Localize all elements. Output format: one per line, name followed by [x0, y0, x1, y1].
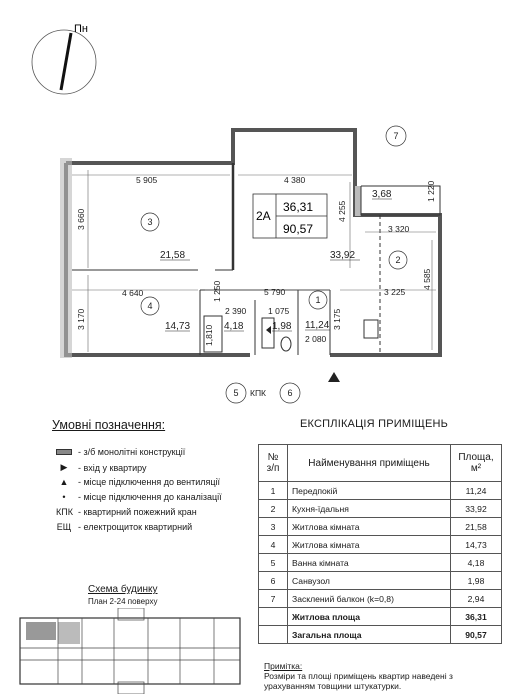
room-area: 4,18 — [224, 321, 244, 332]
legend-item: КПК - квартирний пожежний кран — [56, 507, 197, 517]
kpk-symbol: КПК — [56, 507, 73, 517]
dim-label: 3 170 — [76, 308, 86, 330]
dim-label: 4 585 — [422, 268, 432, 290]
apartment-badge — [253, 194, 327, 238]
legend-item: • - місце підключення до каналізації — [56, 492, 222, 502]
dim-label: 2 080 — [305, 334, 327, 344]
room-marker: 6 — [287, 388, 293, 398]
legend-title: Умовні позначення: — [52, 418, 166, 432]
dim-label: 5 790 — [264, 287, 286, 297]
dim-label: 4 380 — [284, 175, 306, 185]
ksk-label: КПК — [250, 388, 267, 398]
living-area-row: Житлова площа 36,31 — [259, 608, 502, 626]
explication-table — [258, 444, 502, 644]
dim-label: 3 175 — [332, 308, 342, 330]
apartment-total-area: 90,57 — [283, 222, 314, 236]
room-marker: 7 — [393, 131, 399, 141]
ventilation-icon: ▲ — [59, 477, 69, 487]
room-marker: 3 — [147, 217, 153, 227]
table-row: 7 Засклений балкон (k=0,8) 2,94 — [259, 590, 502, 608]
legend-item: ЕЩ - електрощиток квартирний — [56, 522, 193, 532]
dim-label: 4 640 — [122, 288, 144, 298]
header-name: Найменування приміщень — [288, 445, 451, 482]
room-area: 14,73 — [165, 321, 191, 332]
dim-label: 3 320 — [388, 224, 410, 234]
dim-label: 1 075 — [268, 306, 290, 316]
total-area-row: Загальна площа 90,57 — [259, 626, 502, 644]
apartment-type: 2А — [256, 209, 271, 223]
note-text: Розміри та площі приміщень квартир наведені з урахуванням товщини штукатурки. — [264, 671, 453, 691]
room-marker: 1 — [315, 295, 321, 305]
compass-north-label: Пн — [74, 23, 88, 35]
walls — [60, 130, 440, 358]
room-area: 3,68 — [372, 189, 392, 200]
explication-title: ЕКСПЛІКАЦІЯ ПРИМІЩЕНЬ — [300, 418, 449, 430]
table-header-row — [259, 445, 502, 482]
apartment-living-area: 36,31 — [283, 200, 314, 214]
room-area: 33,92 — [330, 250, 356, 261]
table-row: 2 Кухня-їдальня 33,92 — [259, 500, 502, 518]
room-marker: 4 — [147, 301, 153, 311]
compass — [32, 23, 96, 94]
legend-item: ▶ - вхід у квартиру — [56, 462, 147, 473]
dim-label: 5 905 — [136, 175, 158, 185]
room-marker: 2 — [395, 255, 401, 265]
note — [264, 661, 504, 691]
room-area: 21,58 — [160, 250, 186, 261]
table-row: 1 Передпокій 11,24 — [259, 482, 502, 500]
header-area: Площа, м² — [451, 445, 502, 482]
building-schema — [18, 608, 246, 694]
table-row: 6 Санвузол 1,98 — [259, 572, 502, 590]
esch-symbol: ЕЩ — [56, 522, 72, 532]
sewer-icon: • — [62, 492, 66, 502]
note-title: Примітка: — [264, 661, 303, 671]
room-area: 11,24 — [305, 320, 330, 331]
dim-label: 1 220 — [426, 180, 436, 202]
vent-icon — [266, 326, 271, 334]
table-row: 5 Ванна кімната 4,18 — [259, 554, 502, 572]
room-area: 1,98 — [272, 321, 292, 332]
dim-label: 1,810 — [204, 324, 214, 346]
table-row: 3 Житлова кімната 21,58 — [259, 518, 502, 536]
header-num: № з/п — [259, 445, 288, 482]
schema-subtitle: План 2-24 поверху — [88, 597, 158, 606]
dim-label: 3 660 — [76, 208, 86, 230]
entrance-marker — [328, 372, 340, 382]
dim-label: 3 225 — [384, 287, 406, 297]
schema-title: Схема будинку — [88, 584, 158, 595]
dim-label: 4 255 — [337, 200, 347, 222]
dim-label: 1 250 — [212, 280, 222, 302]
legend-item: - з/б монолітні конструкції — [56, 447, 185, 457]
room-marker: 5 — [233, 388, 239, 398]
entrance-icon: ▶ — [60, 462, 68, 472]
dim-label: 2 390 — [225, 306, 247, 316]
wall-symbol — [56, 447, 72, 457]
table-row: 4 Житлова кімната 14,73 — [259, 536, 502, 554]
legend-item: ▲ - місце підключення до вентиляції — [56, 477, 220, 487]
